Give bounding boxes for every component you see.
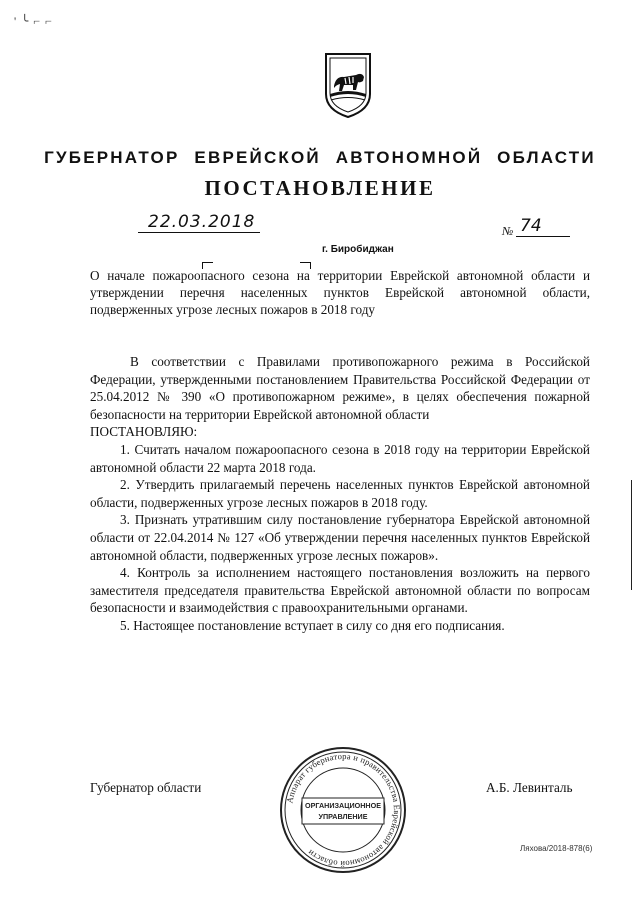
organization-name: ГУБЕРНАТОР ЕВРЕЙСКОЙ АВТОНОМНОЙ ОБЛАСТИ (44, 148, 596, 167)
signer-position: Губернатор области (90, 780, 202, 795)
resolution-item-4: 4. Контроль за исполнением настоящего постановления возложить на первого заместителя председателя правительства Еврейской автономной области по вопросам безопасности и взаимодействия с правоохранительными органами. (90, 565, 590, 616)
document-subject: О начале пожароопасного сезона на территории Еврейской автономной области и утверждении перечня населенных пунктов Еврейской автономной области, подверженных угрозе лесных пожаров в 2018 году (90, 268, 590, 317)
stamp-outer-text: Аппарат губернатора и правительства Еврейской автономной области (284, 750, 403, 870)
document-date: 22.03.2018 (138, 212, 260, 233)
resolution-item-1: 1. Считать началом пожароопасного сезона в 2018 году на территории Еврейской автономной области 22 марта 2018 года. (90, 441, 590, 475)
corner-handwritten-mark: ' ╰ ⌐ ⌐ (14, 14, 53, 28)
coat-of-arms-tiger-icon (322, 50, 374, 120)
official-seal-stamp (278, 745, 408, 875)
document-code: Ляхова/2018-878(6) (520, 844, 593, 853)
resolve-heading: ПОСТАНОВЛЯЮ: (90, 424, 198, 440)
stamp-center-line-1: ОРГАНИЗАЦИОННОЕ (304, 801, 382, 810)
number-label: № (502, 224, 514, 238)
stamp-center-line-2: УПРАВЛЕНИЕ (318, 812, 368, 821)
preamble-paragraph: В соответствии с Правилами противопожарного режима в Российской Федерации, утвержденными постановлением Правительства Российской Федерации от 25.04.2012 № 390 «О противопожарном режиме», в целях обеспечения пожарной безопасности на территории Еврейской автономной области (90, 354, 590, 422)
scan-edge-line (631, 480, 632, 590)
document-type-title: ПОСТАНОВЛЕНИЕ (204, 176, 436, 200)
signer-name: А.Б. Левинталь (486, 780, 573, 795)
resolution-item-2: 2. Утвердить прилагаемый перечень населенных пунктов Еврейской автономной области, подверженных угрозе лесных пожаров в 2018 году. (90, 477, 590, 510)
resolution-item-5: 5. Настоящее постановление вступает в силу со дня его подписания. (120, 617, 505, 633)
document-body (90, 353, 590, 635)
city-label: г. Биробиджан (322, 244, 394, 255)
resolution-item-3: 3. Признать утратившим силу постановление губернатора Еврейской автономной области от 22.04.2014 № 127 «Об утверждении перечня населенных пунктов Еврейской автономной области, подверженных угрозе лесных пожаров». (90, 512, 590, 563)
document-number: 74 (516, 216, 570, 237)
